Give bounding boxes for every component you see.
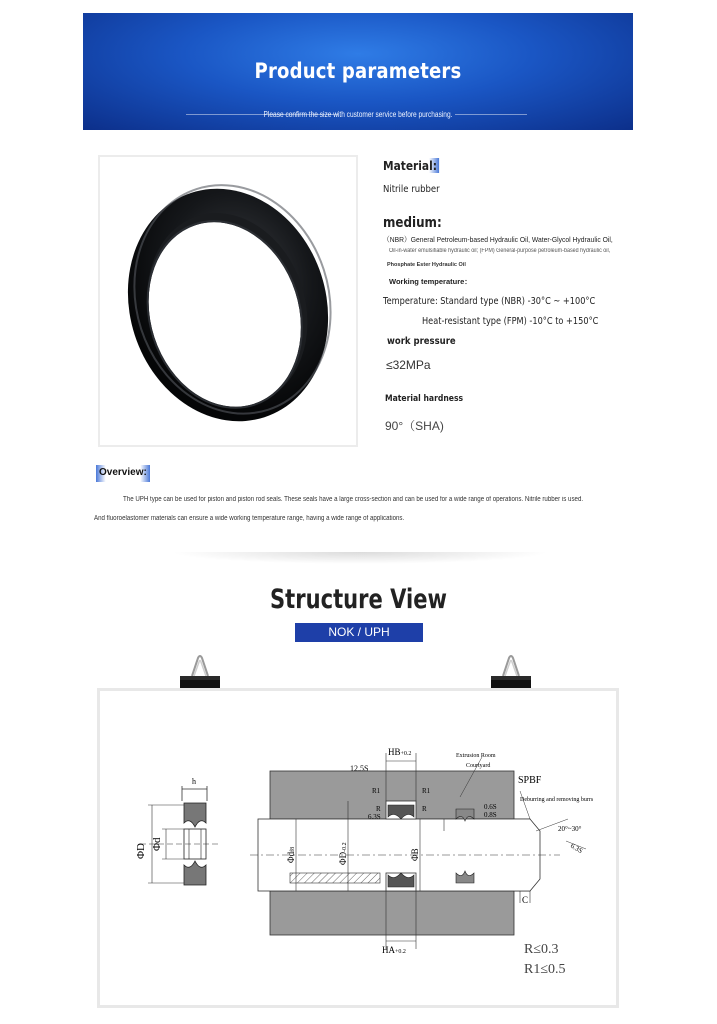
label-r1-limit: R1≤0.5 bbox=[524, 962, 566, 977]
label-6-3s: 6.3S bbox=[368, 813, 381, 821]
product-photo bbox=[98, 155, 358, 447]
temperature-line-2: Heat-resistant type (FPM) -10°C to +150°C bbox=[422, 316, 599, 327]
label-r-right: R bbox=[422, 805, 427, 813]
label-phi-D-mid: ΦD-0.2 bbox=[338, 842, 348, 865]
label-extrusion-1: Extrusion Room bbox=[456, 753, 496, 759]
material-heading: Material: bbox=[383, 158, 437, 173]
structure-drawing bbox=[97, 688, 619, 1008]
pressure-value: ≤32MPa bbox=[386, 358, 431, 372]
medium-line-2: Oil-in-water emulsifiable hydraulic oil; (FPM) General-purpose petroleum-based hydraulic oil, bbox=[389, 248, 611, 254]
overview-text-line-1: The UPH type can be used for piston and piston rod seals. These seals have a large cross-section and can be used for a wide range of operations. Nitrile rubber is used. bbox=[123, 496, 584, 503]
structure-title: Structure View bbox=[269, 584, 448, 615]
hardness-value: 90°（SHA) bbox=[385, 419, 444, 433]
label-phi-B: ΦB bbox=[410, 848, 420, 861]
medium-line-1: （NBR）General Petroleum-based Hydraulic Oil, Water-Glycol Hydraulic Oil, bbox=[383, 235, 613, 244]
label-0-8s: 0.8S bbox=[484, 811, 497, 819]
hardness-heading: Material hardness bbox=[385, 394, 464, 404]
label-deburring: Deburring and removing burrs bbox=[520, 797, 594, 803]
banner-subtitle: Please confirm the size with customer service before purchasing. bbox=[263, 110, 453, 119]
seal-cross-section bbox=[140, 786, 220, 885]
label-h: h bbox=[192, 777, 196, 786]
label-phi-d: Φd bbox=[151, 837, 163, 851]
label-0-6s: 0.6S bbox=[484, 803, 497, 811]
medium-line-3: Phosphate Ester Hydraulic Oil bbox=[387, 262, 466, 268]
overview-text-line-2: And fluoroelastomer materials can ensure a wide working temperature range, having a wide range of applications. bbox=[94, 515, 405, 522]
technical-drawing bbox=[100, 691, 616, 1005]
model-badge: NOK / UPH bbox=[295, 623, 423, 642]
label-phi-d-mid: Φdf8 bbox=[286, 846, 296, 863]
material-value: Nitrile rubber bbox=[383, 184, 440, 195]
label-angle: 20°~30° bbox=[558, 825, 582, 833]
label-6-3s-right: 6.3S bbox=[569, 841, 584, 856]
header-banner bbox=[83, 13, 633, 130]
temperature-heading: Working temperature： bbox=[389, 277, 472, 286]
label-spbf: SPBF bbox=[518, 775, 542, 786]
medium-heading: medium: bbox=[383, 215, 442, 231]
pressure-heading: work pressure bbox=[387, 336, 456, 347]
label-ha: HA+0.2 bbox=[382, 945, 406, 955]
label-r1-left: R1 bbox=[372, 787, 381, 795]
label-r-left: R bbox=[376, 805, 381, 813]
temperature-line-1: Temperature: Standard type (NBR) -30°C ~ +100°C bbox=[383, 296, 596, 307]
label-c: C bbox=[522, 895, 529, 905]
seal-ring-image bbox=[100, 157, 356, 445]
section-divider bbox=[170, 552, 550, 564]
overview-label: Overview: bbox=[96, 465, 150, 482]
label-phi-D: ΦD bbox=[135, 843, 147, 859]
label-r1-right: R1 bbox=[422, 787, 431, 795]
label-12-5s: 12.5S bbox=[350, 764, 369, 773]
label-hb: HB+0.2 bbox=[388, 747, 412, 757]
label-r-limit: R≤0.3 bbox=[524, 942, 559, 957]
banner-title: Product parameters bbox=[254, 59, 462, 83]
label-extrusion-2: Courtyard bbox=[466, 763, 491, 769]
